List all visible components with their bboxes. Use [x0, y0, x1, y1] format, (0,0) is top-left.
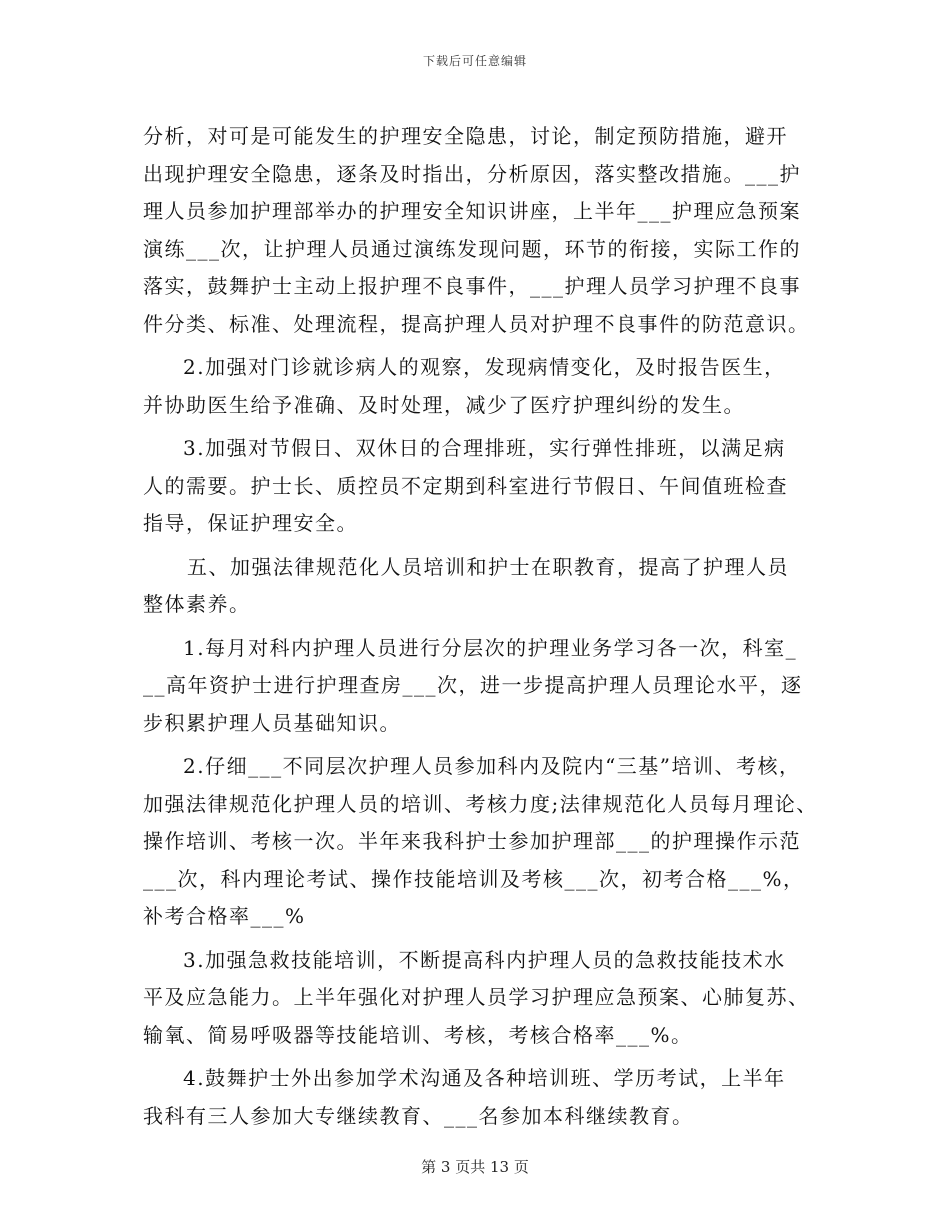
text-line: __高年资护士进行护理查房___次，进一步提高护理人员理论水平，逐	[143, 673, 803, 697]
text-line: 整体素养。	[143, 592, 251, 616]
text-line: 步积累护理人员基础知识。	[143, 710, 401, 735]
text-line: 落实，鼓舞护士主动上报护理不良事件，___护理人员学习护理不良事	[143, 274, 801, 298]
text-line: 2.仔细___不同层次护理人员参加科内及院内“三基”培训、考核，	[183, 754, 801, 778]
text-line: 分析，对可是可能发生的护理安全隐患，讨论，制定预防措施，避开	[143, 124, 788, 148]
text-line: 2.加强对门诊就诊病人的观察，发现病情变化，及时报告医生，	[183, 355, 786, 379]
text-line: 我科有三人参加大专继续教育、___名参加本科继续教育。	[143, 1103, 694, 1128]
document-body	[143, 118, 823, 1135]
text-line: 4.鼓舞护士外出参加学术沟通及各种培训班、学历考试，上半年	[183, 1066, 786, 1090]
text-line: 1.每月对科内护理人员进行分层次的护理业务学习各一次，科室_	[183, 635, 798, 660]
text-line: 件分类、标准、处理流程，提高护理人员对护理不良事件的防范意识。	[143, 311, 810, 336]
text-line: 指导，保证护理安全。	[143, 511, 358, 535]
page-number: 第 3 页共 13 页	[421, 1158, 529, 1176]
text-line: 平及应急能力。上半年强化对护理人员学习护理应急预案、心肺复苏、	[143, 985, 810, 1009]
text-line: 加强法律规范化护理人员的培训、考核力度;法律规范化人员每月理论、	[143, 791, 818, 816]
text-line: 操作培训、考核一次。半年来我科护士参加护理部___的护理操作示范	[143, 829, 801, 853]
text-line: 3.加强急救技能培训，不断提高科内护理人员的急救技能技术水	[183, 947, 786, 972]
section-heading: 五、加强法律规范化人员培训和护士在职教育，提高了护理人员	[187, 554, 789, 579]
text-line: 出现护理安全隐患，逐条及时指出，分析原因，落实整改措施。___护	[143, 161, 801, 186]
text-line: 补考合格率___%	[143, 904, 306, 928]
text-line: ___次，科内理论考试、操作技能培训及考核___次，初考合格___%，	[143, 866, 805, 891]
text-line: 并协助医生给予准确、及时处理，减少了医疗护理纠纷的发生。	[143, 392, 745, 417]
text-line: 演练___次，让护理人员通过演练发现问题，环节的衔接，实际工作的	[143, 236, 801, 261]
text-line: 人的需要。护士长、质控员不定期到科室进行节假日、午间值班检查	[143, 473, 788, 498]
page-header: 下载后可任意编辑	[422, 54, 527, 68]
text-line: 输氧、简易呼吸器等技能培训、考核，考核合格率___%。	[143, 1022, 693, 1047]
text-line: 理人员参加护理部举办的护理安全知识讲座，上半年___护理应急预案	[143, 199, 801, 223]
text-line: 3.加强对节假日、双休日的合理排班，实行弹性排班，以满足病	[183, 436, 786, 460]
